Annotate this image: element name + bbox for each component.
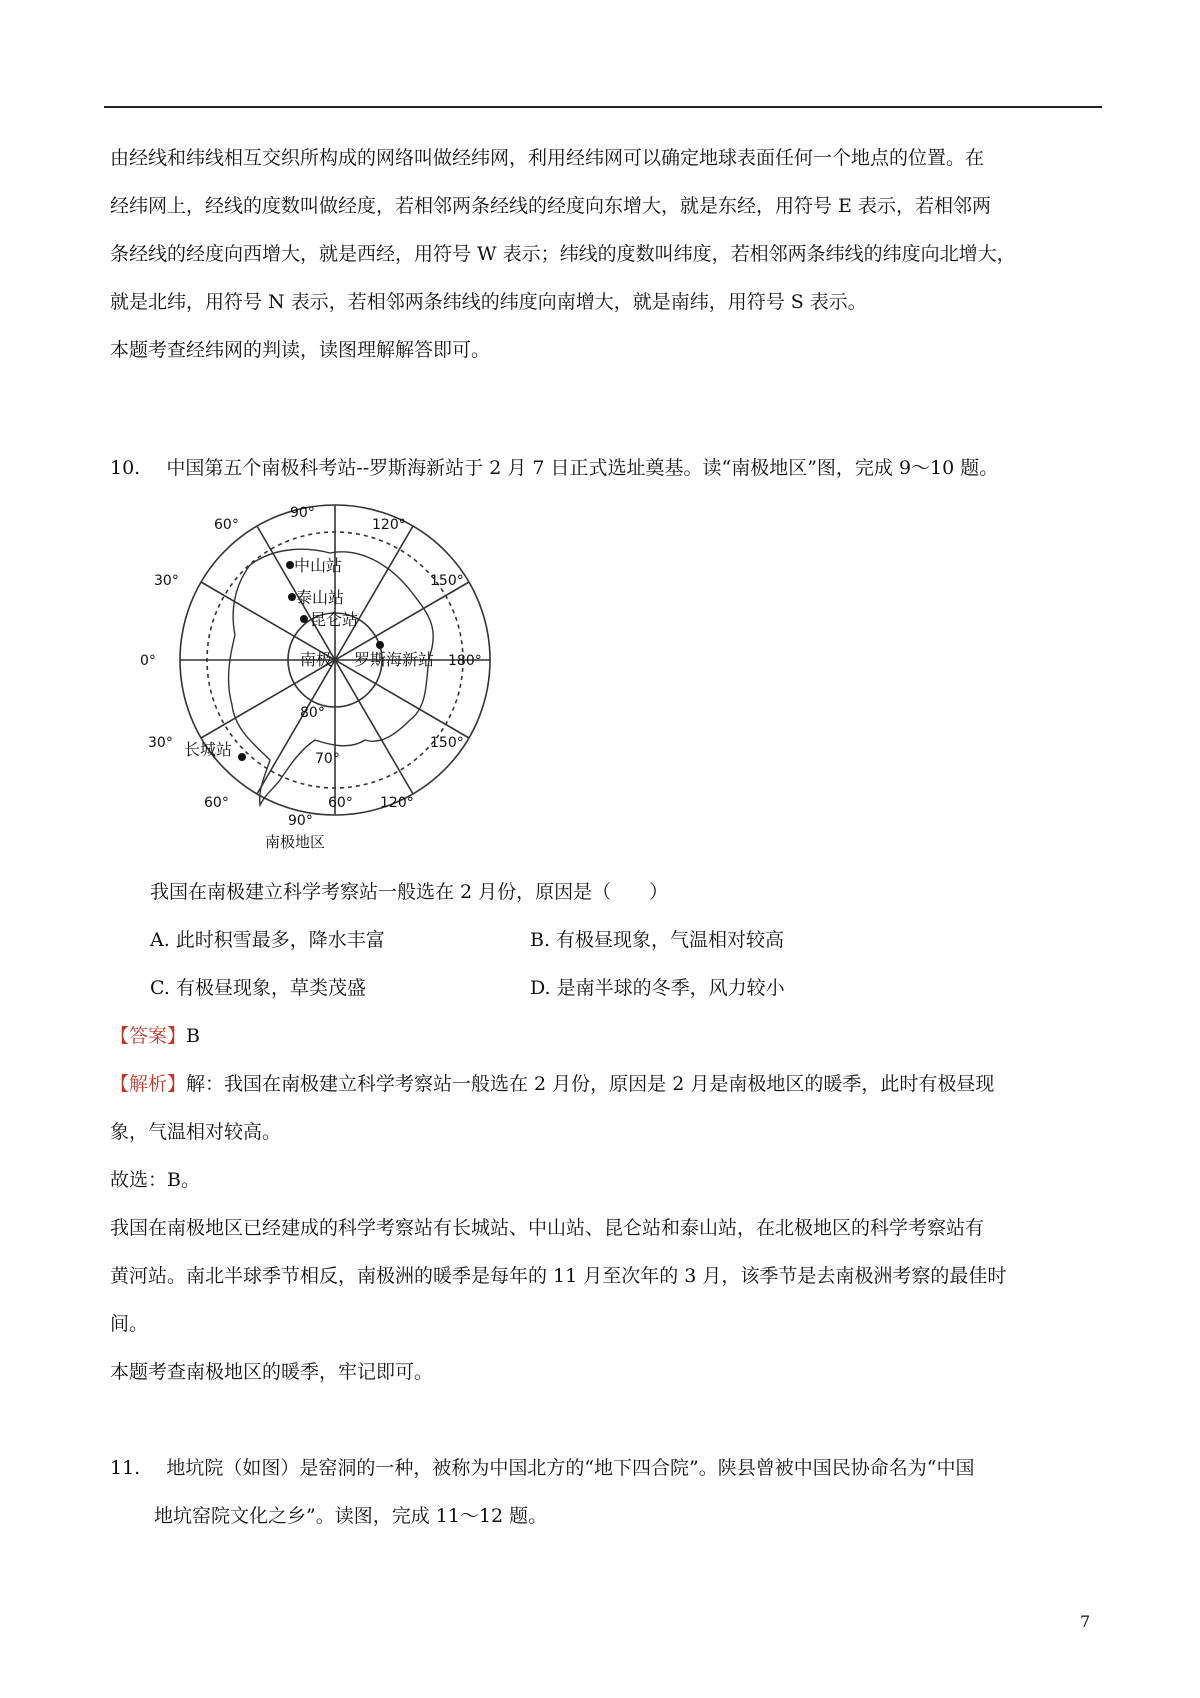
antarctic-map: [140, 495, 540, 850]
question-10-header: [110, 444, 1100, 492]
options: [150, 916, 1050, 1012]
option-c[interactable]: C. 有极昼现象，草类茂盛: [150, 977, 366, 999]
intro-line: 由经线和纬线相互交织所构成的网络叫做经纬网，利用经纬网可以确定地球表面任何一个地点的位置。在: [110, 147, 985, 169]
label-deg: 30°: [148, 735, 173, 751]
question-number: 10.: [110, 457, 141, 479]
summary-line: 本题考查南极地区的暖季，牢记即可。: [110, 1361, 434, 1383]
label-changcheng: 长城站: [184, 740, 233, 759]
question-stem: 我国在南极建立科学考察站一般选在 2 月份，原因是（ ）: [150, 881, 669, 903]
label-deg: 60°: [214, 517, 239, 533]
intro-line: 条经线的经度向西增大，就是西经，用符号 W 表示；纬线的度数叫纬度，若相邻两条纬线的纬度向北增大，: [110, 243, 1016, 265]
station-kunlun: [300, 615, 308, 623]
header-rule: [104, 106, 1102, 108]
analysis-line: 解：我国在南极建立科学考察站一般选在 2 月份，原因是 2 月是南极地区的暖季，此时有极昼现: [186, 1073, 995, 1095]
label-south-pole: 南极: [300, 650, 333, 669]
intro-paragraph: [110, 134, 1100, 374]
label-deg: 180°: [448, 653, 482, 669]
page-number: 7: [1080, 1612, 1091, 1631]
answer-tag: 【答案】: [110, 1025, 187, 1047]
question-text: 中国第五个南极科考站--罗斯海新站于 2 月 7 日正式选址奠基。读“南极地区”图，完成 9～10 题。: [166, 457, 999, 479]
option-d[interactable]: D. 是南半球的冬季，风力较小: [530, 977, 785, 999]
label-deg: 60°: [328, 795, 353, 811]
station-rosssea: [376, 641, 384, 649]
label-deg: 60°: [204, 795, 229, 811]
label-deg: 90°: [290, 505, 315, 521]
question-number: 11.: [110, 1457, 141, 1479]
label-deg: 120°: [380, 795, 414, 811]
extra-line: 间。: [110, 1313, 149, 1335]
intro-line: 经纬网上，经线的度数叫做经度，若相邻两条经线的经度向东增大，就是东经，用符号 E 表示，若相邻两: [110, 195, 991, 217]
intro-summary: 本题考查经纬网的判读，读图理解解答即可。: [110, 339, 491, 361]
label-kunlun: 昆仑站: [310, 610, 359, 629]
option-b[interactable]: B. 有极昼现象，气温相对较高: [530, 929, 785, 951]
extra-line: 我国在南极地区已经建成的科学考察站有长城站、中山站、昆仑站和泰山站，在北极地区的科学考察站有: [110, 1217, 985, 1239]
label-deg: 150°: [430, 573, 464, 589]
station-zhongshan: [286, 561, 294, 569]
answer-value: B: [186, 1025, 200, 1047]
station-taishan: [288, 593, 296, 601]
intro-line: 就是北纬，用符号 N 表示，若相邻两条纬线的纬度向南增大，就是南纬，用符号 S 表示。: [110, 291, 867, 313]
map-caption: 南极地区: [265, 833, 326, 850]
label-rosssea: 罗斯海新站: [354, 650, 435, 669]
label-deg: 70°: [315, 751, 340, 767]
question-11: [110, 1444, 1100, 1540]
label-taishan: 泰山站: [296, 588, 345, 607]
analysis-tag: 【解析】: [110, 1073, 187, 1095]
extra-line: 黄河站。南北半球季节相反，南极洲的暖季是每年的 11 月至次年的 3 月，该季节是去南极洲考察的最佳时: [110, 1265, 1007, 1287]
station-changcheng: [238, 753, 246, 761]
option-a[interactable]: A. 此时积雪最多，降水丰富: [150, 929, 385, 951]
question-line: 地坑窑院文化之乡”。读图，完成 11～12 题。: [154, 1505, 548, 1527]
label-deg: 120°: [372, 517, 406, 533]
label-deg: 150°: [430, 735, 464, 751]
label-zhongshan: 中山站: [294, 556, 343, 575]
label-deg: 90°: [288, 813, 313, 829]
label-deg: 0°: [140, 653, 156, 669]
label-deg: 80°: [300, 705, 325, 721]
label-deg: 30°: [154, 573, 179, 589]
choose-line: 故选：B。: [110, 1169, 200, 1191]
analysis-line: 象，气温相对较高。: [110, 1121, 282, 1143]
answer-block: [110, 1012, 1100, 1396]
question-line: 地坑院（如图）是窑洞的一种，被称为中国北方的“地下四合院”。陕县曾被中国民协命名为“中国: [166, 1457, 975, 1479]
